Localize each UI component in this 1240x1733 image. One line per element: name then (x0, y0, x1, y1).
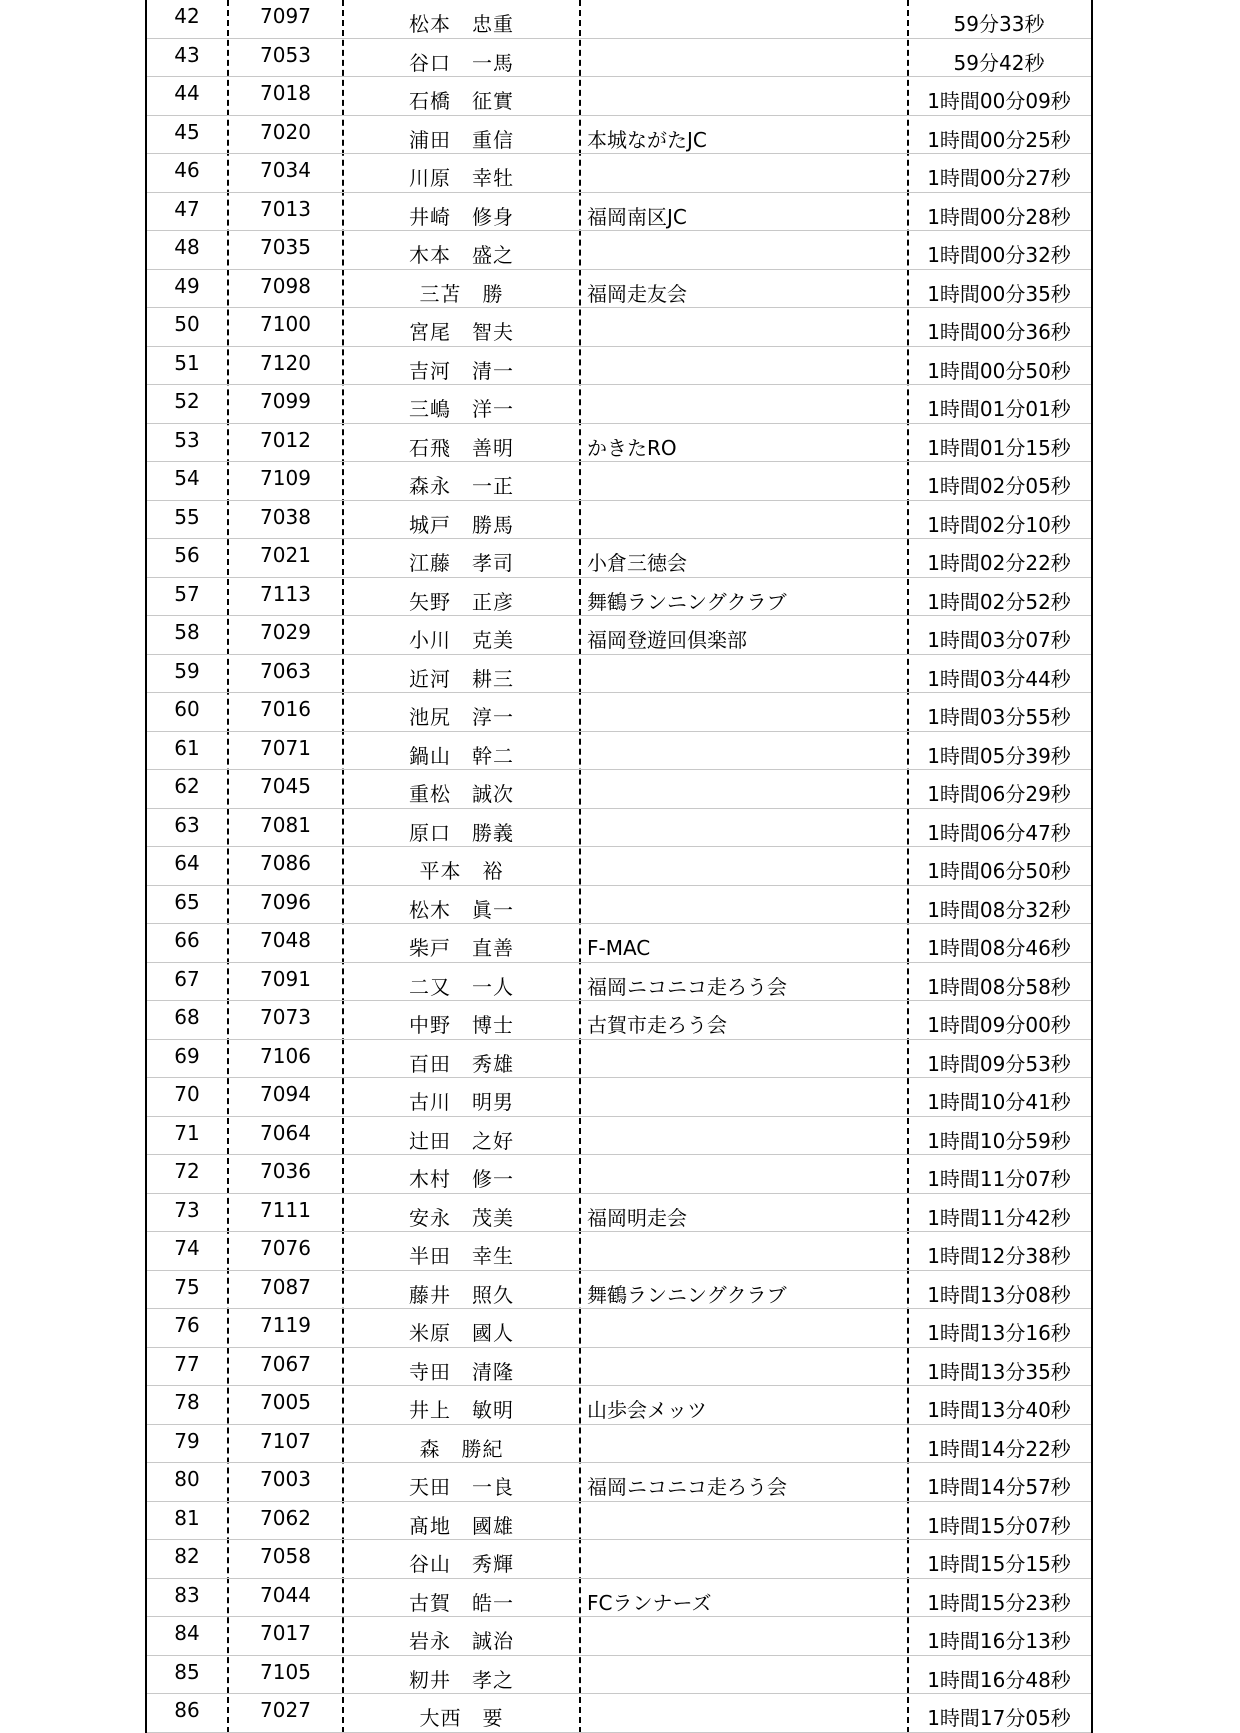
runner-name-cell: 矢野 正彦 (409, 589, 514, 614)
club-cell: FCランナーズ (587, 1590, 712, 1615)
club-cell: 小倉三徳会 (587, 551, 687, 575)
bib-cell: 7109 (260, 466, 311, 490)
table-row (147, 1078, 1091, 1117)
runner-name-cell: 百田 秀雄 (409, 1051, 514, 1076)
rank-cell: 81 (174, 1505, 200, 1530)
rank-cell: 57 (174, 581, 200, 606)
bib-cell: 7038 (260, 504, 311, 529)
finish-time-cell: 1時間00分09秒 (927, 89, 1071, 113)
runner-name-cell: 松本 忠重 (409, 12, 514, 36)
rank-cell: 80 (174, 1467, 200, 1491)
bib-cell: 7094 (260, 1082, 311, 1106)
runner-name-cell: 藤井 照久 (409, 1282, 514, 1307)
table-row (147, 77, 1091, 116)
runner-name-cell: 宮尾 智夫 (409, 320, 514, 344)
club-cell (587, 77, 905, 116)
table-row (147, 1386, 1091, 1425)
finish-time-cell: 1時間00分27秒 (927, 166, 1071, 190)
club-cell: 福岡登遊回倶楽部 (587, 628, 747, 652)
finish-time-cell: 1時間01分01秒 (927, 397, 1071, 421)
finish-time-cell: 59分33秒 (953, 12, 1045, 36)
finish-time-cell: 59分42秒 (953, 50, 1045, 75)
rank-cell: 56 (174, 543, 200, 567)
bib-cell: 7017 (260, 1621, 311, 1645)
club-cell: 福岡ニコニコ走ろう会 (587, 1475, 787, 1499)
finish-time-cell: 1時間06分29秒 (927, 782, 1071, 806)
table-row (147, 655, 1091, 694)
bib-cell: 7067 (260, 1351, 311, 1376)
finish-time-cell: 1時間17分05秒 (927, 1706, 1071, 1730)
runner-name-cell: 籾井 孝之 (409, 1667, 514, 1692)
bib-cell: 7071 (260, 735, 311, 760)
rank-cell: 55 (174, 504, 200, 529)
rank-cell: 59 (174, 658, 200, 683)
club-cell (587, 847, 905, 886)
bib-cell: 7048 (260, 928, 311, 952)
finish-time-cell: 1時間08分46秒 (927, 936, 1071, 960)
table-row (147, 0, 1091, 39)
runner-name-cell: 井崎 修身 (409, 204, 514, 229)
club-cell: 舞鶴ランニングクラブ (587, 1282, 787, 1307)
table-row (147, 193, 1091, 232)
club-cell (587, 655, 905, 694)
bib-cell: 7018 (260, 81, 311, 105)
bib-cell: 7113 (260, 581, 311, 606)
table-row (147, 385, 1091, 424)
finish-time-cell: 1時間15分15秒 (927, 1552, 1071, 1576)
finish-time-cell: 1時間13分35秒 (927, 1359, 1071, 1384)
table-row (147, 1232, 1091, 1271)
rank-cell: 49 (174, 273, 200, 298)
bib-cell: 7058 (260, 1544, 311, 1568)
rank-cell: 61 (174, 735, 200, 760)
rank-cell: 73 (174, 1197, 200, 1222)
rank-cell: 44 (174, 81, 200, 105)
bib-cell: 7105 (260, 1659, 311, 1684)
finish-time-cell: 1時間03分55秒 (927, 705, 1071, 729)
runner-name-cell: 原口 勝義 (409, 820, 514, 845)
rank-cell: 86 (174, 1698, 200, 1722)
runner-name-cell: 重松 誠次 (409, 782, 514, 806)
finish-time-cell: 1時間10分41秒 (927, 1090, 1071, 1114)
bib-cell: 7099 (260, 389, 311, 413)
rank-cell: 65 (174, 889, 200, 914)
rank-cell: 67 (174, 966, 200, 991)
club-cell (587, 501, 905, 540)
club-cell: 福岡ニコニコ走ろう会 (587, 974, 787, 999)
bib-cell: 7053 (260, 42, 311, 67)
club-cell (587, 693, 905, 732)
table-row (147, 1694, 1091, 1733)
runner-name-cell: 大西 要 (419, 1706, 504, 1730)
bib-cell: 7100 (260, 312, 311, 336)
runner-name-cell: 平本 裕 (419, 859, 504, 883)
finish-time-cell: 1時間13分40秒 (927, 1398, 1071, 1422)
runner-name-cell: 松木 眞一 (409, 897, 514, 922)
rank-cell: 69 (174, 1043, 200, 1068)
table-row (147, 1117, 1091, 1156)
bib-cell: 7003 (260, 1467, 311, 1491)
club-cell (587, 1694, 905, 1733)
club-cell (587, 1617, 905, 1656)
table-row (147, 39, 1091, 78)
table-row (147, 578, 1091, 617)
rank-cell: 64 (174, 851, 200, 875)
runner-name-cell: 浦田 重信 (409, 127, 514, 152)
table-row (147, 308, 1091, 347)
bib-cell: 7091 (260, 966, 311, 991)
bib-cell: 7036 (260, 1159, 311, 1183)
table-row (147, 462, 1091, 501)
runner-name-cell: 池尻 淳一 (409, 705, 514, 729)
finish-time-cell: 1時間02分22秒 (927, 551, 1071, 575)
bib-cell: 7045 (260, 774, 311, 798)
club-cell (587, 0, 905, 39)
rank-cell: 85 (174, 1659, 200, 1684)
table-row (147, 154, 1091, 193)
table-row (147, 1656, 1091, 1695)
bib-cell: 7005 (260, 1390, 311, 1414)
bib-cell: 7044 (260, 1582, 311, 1607)
runner-name-cell: 安永 茂美 (409, 1205, 514, 1230)
club-cell (587, 1040, 905, 1079)
bib-cell: 7120 (260, 350, 311, 375)
rank-cell: 66 (174, 928, 200, 952)
club-cell (587, 385, 905, 424)
table-row (147, 1155, 1091, 1194)
runner-name-cell: 谷口 一馬 (409, 50, 514, 75)
runner-name-cell: 三嶋 洋一 (409, 397, 514, 421)
club-cell (587, 1540, 905, 1579)
rank-cell: 48 (174, 235, 200, 259)
table-row (147, 1540, 1091, 1579)
bib-cell: 7086 (260, 851, 311, 875)
finish-time-cell: 1時間00分50秒 (927, 358, 1071, 383)
runner-name-cell: 川原 幸牡 (409, 166, 514, 190)
finish-time-cell: 1時間05分39秒 (927, 743, 1071, 768)
table-row (147, 1348, 1091, 1387)
club-cell: かきたRO (587, 435, 677, 460)
rank-cell: 52 (174, 389, 200, 413)
club-cell (587, 39, 905, 78)
runner-name-cell: 石橋 征實 (409, 89, 514, 113)
table-row (147, 347, 1091, 386)
table-row (147, 1463, 1091, 1502)
rank-cell: 45 (174, 119, 200, 144)
runner-name-cell: 辻田 之好 (409, 1128, 514, 1153)
finish-time-cell: 1時間08分32秒 (927, 897, 1071, 922)
runner-name-cell: 髙地 國雄 (409, 1513, 514, 1538)
club-cell (587, 347, 905, 386)
finish-time-cell: 1時間09分00秒 (927, 1013, 1071, 1037)
club-cell: 福岡明走会 (587, 1205, 687, 1230)
runner-name-cell: 半田 幸生 (409, 1244, 514, 1268)
bib-cell: 7107 (260, 1428, 311, 1453)
finish-time-cell: 1時間00分35秒 (927, 281, 1071, 306)
rank-cell: 43 (174, 42, 200, 67)
club-cell (587, 1502, 905, 1541)
club-cell (587, 1117, 905, 1156)
club-cell (587, 1155, 905, 1194)
club-cell (587, 462, 905, 501)
rank-cell: 50 (174, 312, 200, 336)
table-row (147, 924, 1091, 963)
table-row (147, 1425, 1091, 1464)
table-row (147, 809, 1091, 848)
finish-time-cell: 1時間09分53秒 (927, 1051, 1071, 1076)
finish-time-cell: 1時間02分10秒 (927, 512, 1071, 537)
bib-cell: 7020 (260, 119, 311, 144)
rank-cell: 83 (174, 1582, 200, 1607)
finish-time-cell: 1時間02分52秒 (927, 589, 1071, 614)
finish-time-cell: 1時間01分15秒 (927, 435, 1071, 460)
club-cell: 舞鶴ランニングクラブ (587, 589, 787, 614)
finish-time-cell: 1時間15分07秒 (927, 1513, 1071, 1538)
club-cell (587, 154, 905, 193)
runner-name-cell: 中野 博士 (409, 1013, 514, 1037)
finish-time-cell: 1時間06分47秒 (927, 820, 1071, 845)
runner-name-cell: 近河 耕三 (409, 666, 514, 691)
bib-cell: 7064 (260, 1120, 311, 1145)
finish-time-cell: 1時間00分25秒 (927, 127, 1071, 152)
table-row (147, 1271, 1091, 1310)
rank-cell: 77 (174, 1351, 200, 1376)
table-row (147, 1579, 1091, 1618)
club-cell (587, 770, 905, 809)
club-cell: F-MAC (587, 936, 651, 960)
rank-cell: 63 (174, 812, 200, 837)
bib-cell: 7106 (260, 1043, 311, 1068)
rank-cell: 70 (174, 1082, 200, 1106)
results-table (145, 0, 1093, 1733)
finish-time-cell: 1時間00分28秒 (927, 204, 1071, 229)
finish-time-cell: 1時間11分42秒 (927, 1205, 1071, 1230)
bib-cell: 7035 (260, 235, 311, 259)
rank-cell: 72 (174, 1159, 200, 1183)
rank-cell: 58 (174, 620, 200, 644)
table-row (147, 1040, 1091, 1079)
table-row (147, 1001, 1091, 1040)
club-cell (587, 308, 905, 347)
table-row (147, 616, 1091, 655)
club-cell (587, 1078, 905, 1117)
rank-cell: 62 (174, 774, 200, 798)
bib-cell: 7096 (260, 889, 311, 914)
rank-cell: 82 (174, 1544, 200, 1568)
rank-cell: 51 (174, 350, 200, 375)
runner-name-cell: 柴戸 直善 (409, 936, 514, 960)
finish-time-cell: 1時間06分50秒 (927, 859, 1071, 883)
finish-time-cell: 1時間03分44秒 (927, 666, 1071, 691)
bib-cell: 7063 (260, 658, 311, 683)
bib-cell: 7081 (260, 812, 311, 837)
finish-time-cell: 1時間14分22秒 (927, 1436, 1071, 1461)
rank-cell: 84 (174, 1621, 200, 1645)
finish-time-cell: 1時間15分23秒 (927, 1590, 1071, 1615)
runner-name-cell: 井上 敏明 (409, 1398, 514, 1422)
club-cell (587, 1309, 905, 1348)
table-row (147, 424, 1091, 463)
runner-name-cell: 米原 國人 (409, 1321, 514, 1345)
finish-time-cell: 1時間00分32秒 (927, 243, 1071, 267)
rank-cell: 60 (174, 697, 200, 721)
club-cell: 本城ながたJC (587, 127, 707, 152)
rank-cell: 79 (174, 1428, 200, 1453)
rank-cell: 68 (174, 1005, 200, 1029)
runner-name-cell: 二又 一人 (409, 974, 514, 999)
club-cell (587, 1425, 905, 1464)
finish-time-cell: 1時間14分57秒 (927, 1475, 1071, 1499)
rank-cell: 42 (174, 4, 200, 28)
bib-cell: 7029 (260, 620, 311, 644)
rank-cell: 75 (174, 1274, 200, 1299)
runner-name-cell: 古賀 皓一 (409, 1590, 514, 1615)
runner-name-cell: 森 勝紀 (419, 1436, 504, 1461)
table-row (147, 116, 1091, 155)
club-cell (587, 1348, 905, 1387)
runner-name-cell: 鍋山 幹二 (409, 743, 514, 768)
finish-time-cell: 1時間16分13秒 (927, 1629, 1071, 1653)
finish-time-cell: 1時間12分38秒 (927, 1244, 1071, 1268)
bib-cell: 7076 (260, 1236, 311, 1260)
table-row (147, 270, 1091, 309)
table-row (147, 501, 1091, 540)
table-row (147, 1309, 1091, 1348)
rank-cell: 78 (174, 1390, 200, 1414)
runner-name-cell: 吉河 清一 (409, 358, 514, 383)
rank-cell: 74 (174, 1236, 200, 1260)
bib-cell: 7062 (260, 1505, 311, 1530)
runner-name-cell: 三苫 勝 (419, 281, 504, 306)
table-row (147, 539, 1091, 578)
table-row (147, 770, 1091, 809)
bib-cell: 7013 (260, 196, 311, 221)
runner-name-cell: 木本 盛之 (409, 243, 514, 267)
club-cell (587, 732, 905, 771)
club-cell: 山歩会メッツ (587, 1398, 707, 1422)
table-row (147, 732, 1091, 771)
bib-cell: 7098 (260, 273, 311, 298)
club-cell (587, 886, 905, 925)
finish-time-cell: 1時間16分48秒 (927, 1667, 1071, 1692)
finish-time-cell: 1時間11分07秒 (927, 1167, 1071, 1191)
club-cell: 古賀市走ろう会 (587, 1013, 727, 1037)
runner-name-cell: 江藤 孝司 (409, 551, 514, 575)
table-row (147, 693, 1091, 732)
runner-name-cell: 谷山 秀輝 (409, 1552, 514, 1576)
runner-name-cell: 古川 明男 (409, 1090, 514, 1114)
table-row (147, 1502, 1091, 1541)
table-row (147, 1617, 1091, 1656)
club-cell (587, 231, 905, 270)
runner-name-cell: 岩永 誠治 (409, 1629, 514, 1653)
runner-name-cell: 石飛 善明 (409, 435, 514, 460)
bib-cell: 7119 (260, 1313, 311, 1337)
bib-cell: 7097 (260, 4, 311, 28)
bib-cell: 7073 (260, 1005, 311, 1029)
bib-cell: 7016 (260, 697, 311, 721)
rank-cell: 76 (174, 1313, 200, 1337)
club-cell (587, 1656, 905, 1695)
table-row (147, 847, 1091, 886)
finish-time-cell: 1時間08分58秒 (927, 974, 1071, 999)
rank-cell: 53 (174, 427, 200, 452)
club-cell: 福岡走友会 (587, 281, 687, 306)
bib-cell: 7021 (260, 543, 311, 567)
bib-cell: 7012 (260, 427, 311, 452)
table-row (147, 1194, 1091, 1233)
club-cell: 福岡南区JC (587, 204, 687, 229)
bib-cell: 7087 (260, 1274, 311, 1299)
finish-time-cell: 1時間02分05秒 (927, 474, 1071, 498)
club-cell (587, 1232, 905, 1271)
finish-time-cell: 1時間13分16秒 (927, 1321, 1071, 1345)
club-cell (587, 809, 905, 848)
rank-cell: 71 (174, 1120, 200, 1145)
bib-cell: 7027 (260, 1698, 311, 1722)
rank-cell: 46 (174, 158, 200, 182)
runner-name-cell: 森永 一正 (409, 474, 514, 498)
runner-name-cell: 天田 一良 (409, 1475, 514, 1499)
finish-time-cell: 1時間13分08秒 (927, 1282, 1071, 1307)
table-row (147, 886, 1091, 925)
runner-name-cell: 寺田 清隆 (409, 1359, 514, 1384)
runner-name-cell: 木村 修一 (409, 1167, 514, 1191)
runner-name-cell: 城戸 勝馬 (409, 512, 514, 537)
rank-cell: 54 (174, 466, 200, 490)
finish-time-cell: 1時間00分36秒 (927, 320, 1071, 344)
table-row (147, 231, 1091, 270)
table-row (147, 963, 1091, 1002)
bib-cell: 7034 (260, 158, 311, 182)
rank-cell: 47 (174, 196, 200, 221)
finish-time-cell: 1時間10分59秒 (927, 1128, 1071, 1153)
finish-time-cell: 1時間03分07秒 (927, 628, 1071, 652)
runner-name-cell: 小川 克美 (409, 628, 514, 652)
bib-cell: 7111 (260, 1197, 311, 1222)
